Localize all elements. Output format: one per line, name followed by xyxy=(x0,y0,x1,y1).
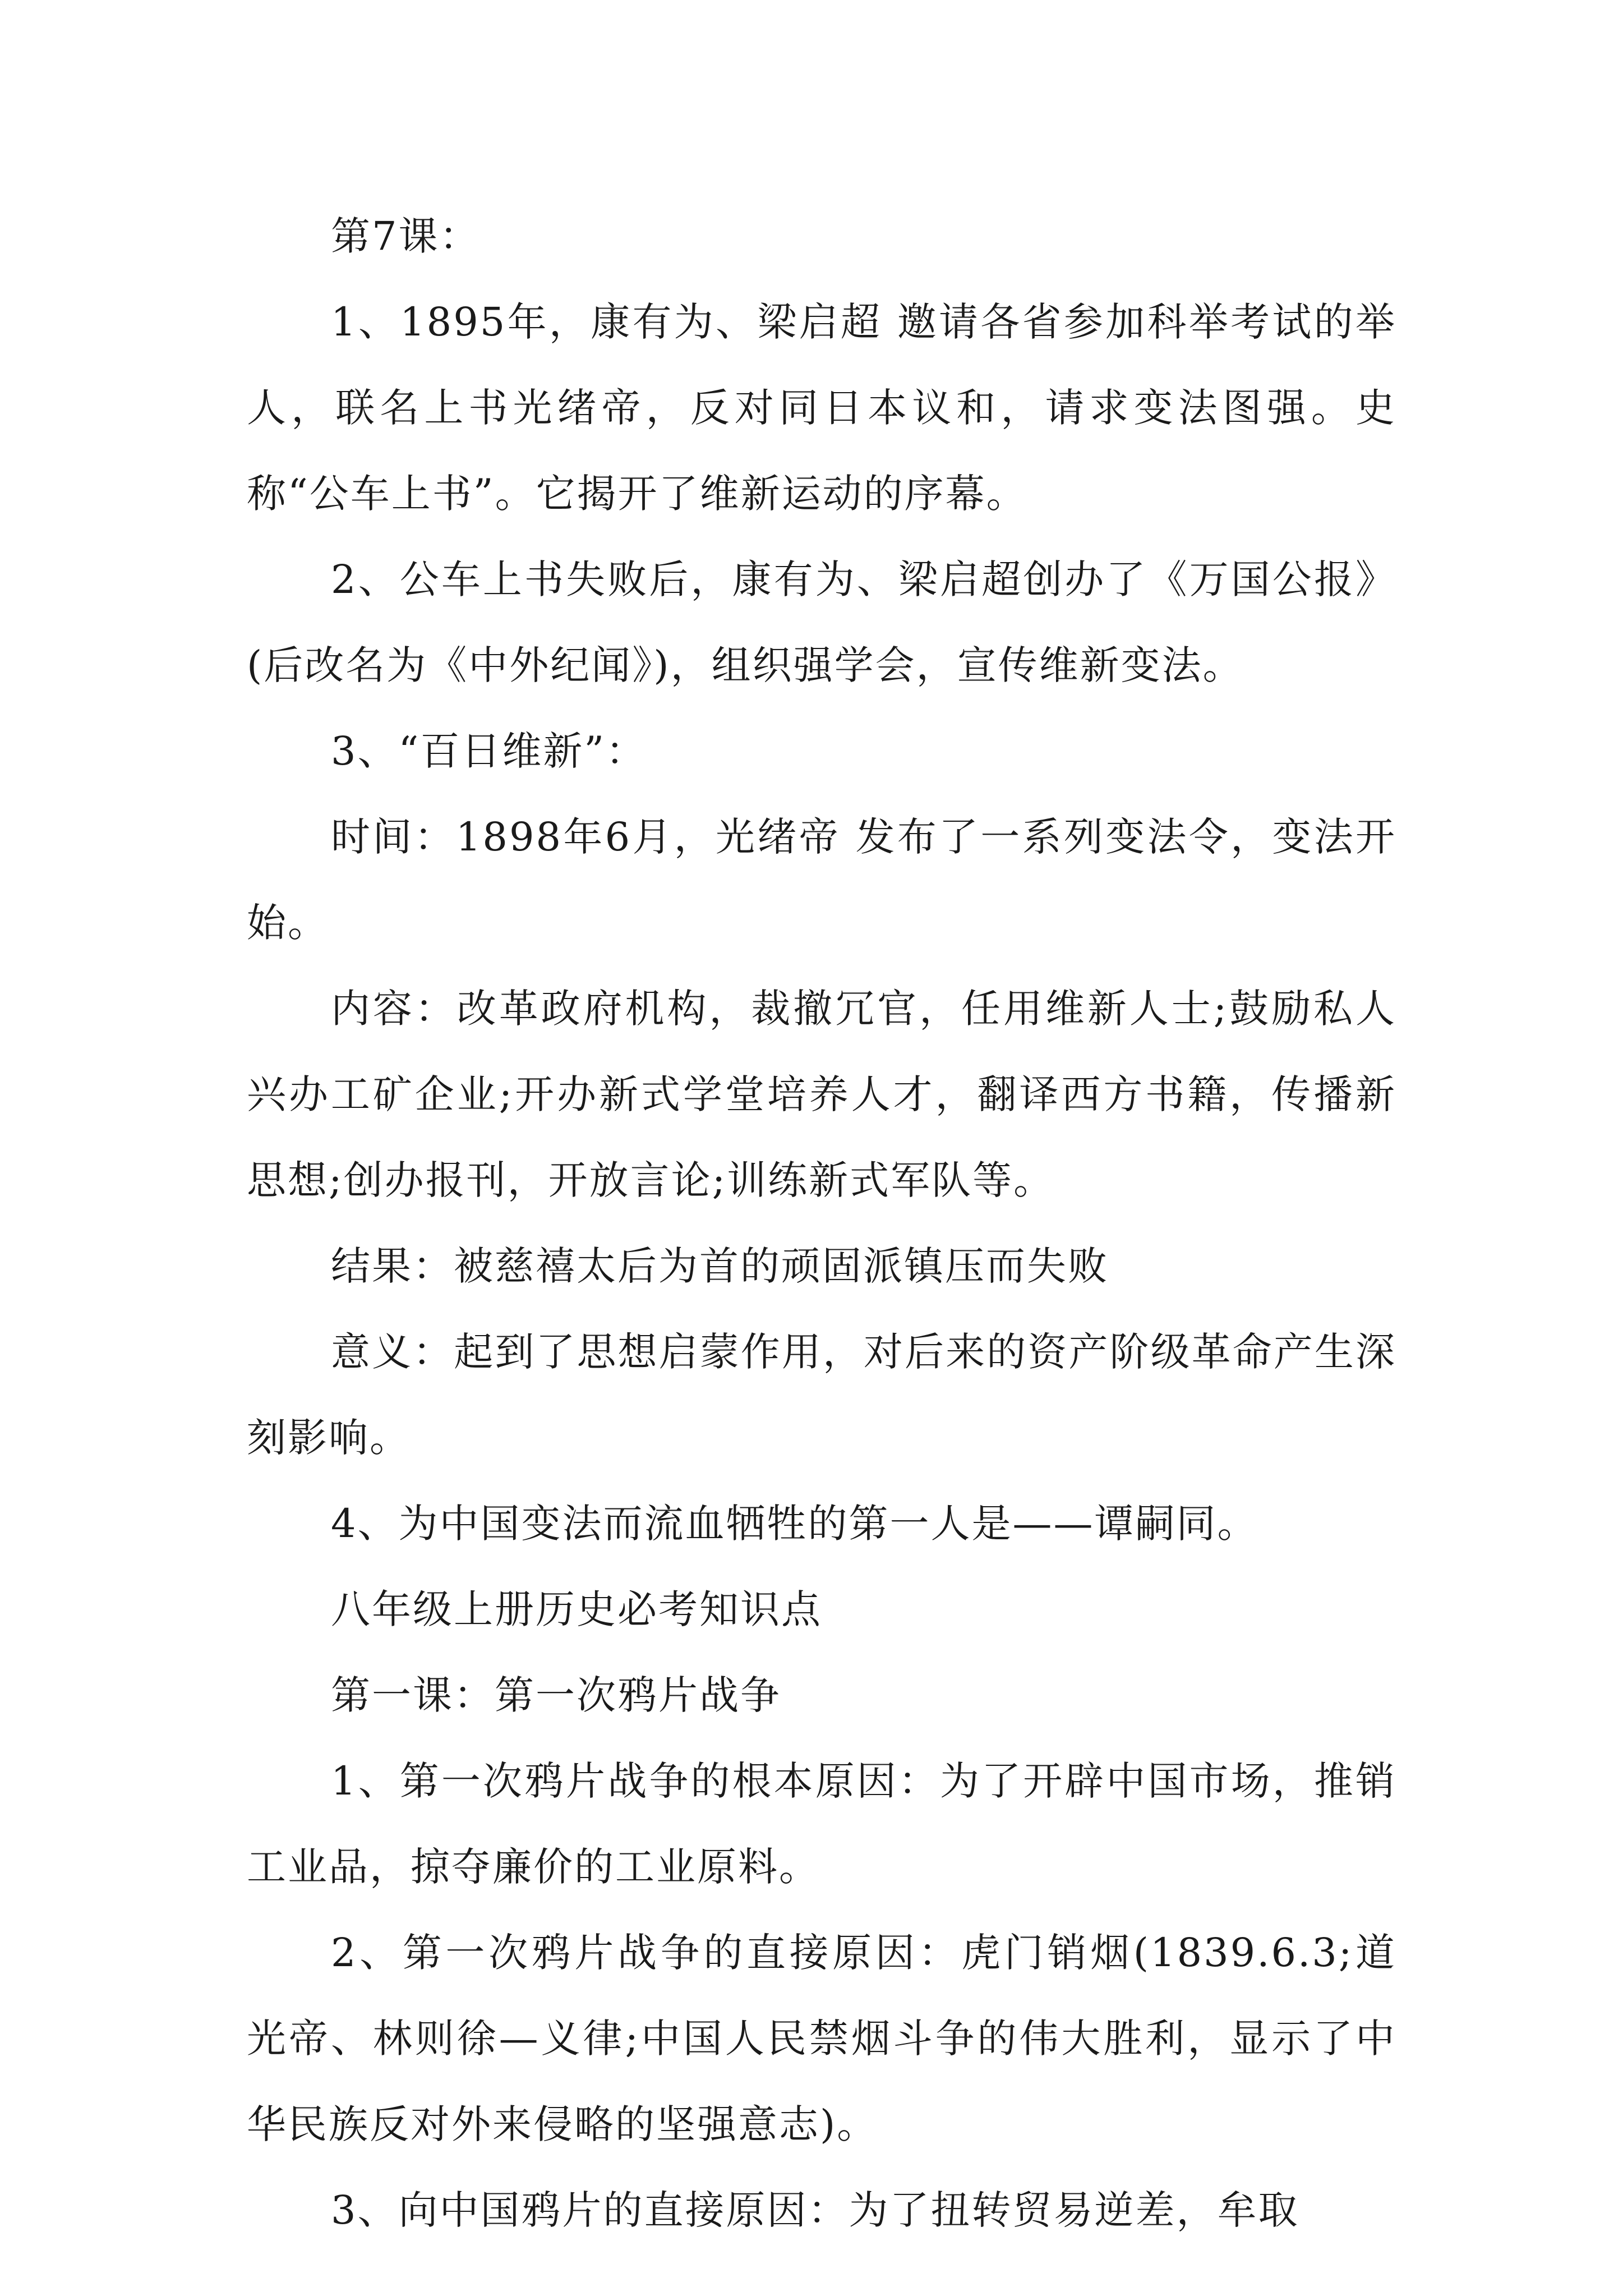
paragraph-wanguo-gongbao: 2、公车上书失败后，康有为、梁启超创办了《万国公报》(后改名为《中外纪闻》)，组织强学会，宣传维新变法。 xyxy=(247,556,1396,688)
paragraph-tan-sitong: 4、为中国变法而流血牺牲的第一人是——谭嗣同。 xyxy=(331,1501,1258,1547)
lesson-7-heading: 第7课： xyxy=(331,213,481,259)
paragraph-direct-cause: 2、第一次鸦片战争的直接原因：虎门销烟(1839.6.3;道光帝、林则徐—义律;中国人民禁烟斗争的伟大胜利，显示了中华民族反对外来侵略的坚强意志)。 xyxy=(247,1930,1396,2147)
paragraph-root-cause: 1、第一次鸦片战争的根本原因：为了开辟中国市场，推销工业品，掠夺廉价的工业原料。 xyxy=(247,1758,1396,1890)
document-page xyxy=(247,194,1396,2253)
paragraph-result: 结果：被慈禧太后为首的顽固派镇压而失败 xyxy=(331,1243,1109,1289)
paragraph-hundred-days-heading: 3、“百日维新”： xyxy=(331,728,647,774)
paragraph-gongche-shangshu: 1、1895年，康有为、梁启超 邀请各省参加科举考试的举人，联名上书光绪帝，反对同日本议和，请求变法图强。史称“公车上书”。它揭开了维新运动的序幕。 xyxy=(247,299,1396,517)
paragraph-time: 时间：1898年6月，光绪帝 发布了一系列变法令，变法开始。 xyxy=(247,814,1396,946)
paragraph-opium-cause: 3、向中国鸦片的直接原因：为了扭转贸易逆差，牟取 xyxy=(331,2187,1299,2233)
paragraph-significance: 意义：起到了思想启蒙作用，对后来的资产阶级革命产生深刻影响。 xyxy=(247,1329,1396,1461)
section-title: 八年级上册历史必考知识点 xyxy=(331,1586,822,1632)
paragraph-content: 内容：改革政府机构，裁撤冗官，任用维新人士;鼓励私人兴办工矿企业;开办新式学堂培养人才，翻译西方书籍，传播新思想;创办报刊，开放言论;训练新式军队等。 xyxy=(247,986,1396,1203)
lesson-1-heading: 第一课：第一次鸦片战争 xyxy=(331,1672,781,1718)
